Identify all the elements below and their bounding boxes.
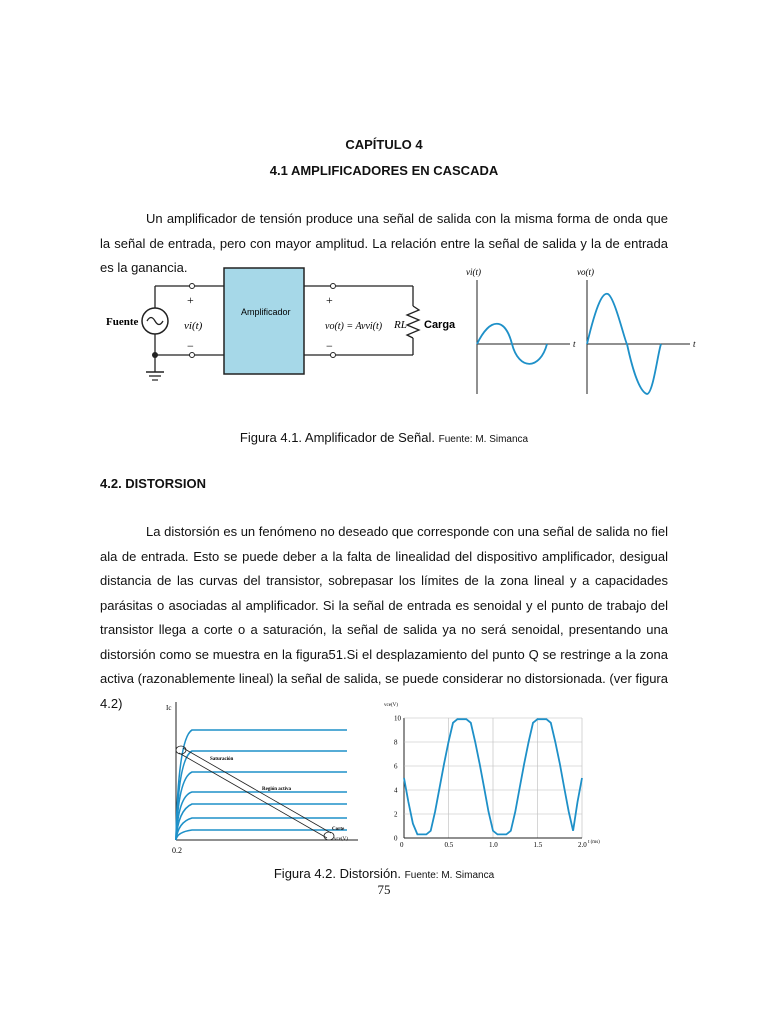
svg-text:−: −: [326, 339, 333, 353]
svg-text:t: t: [693, 339, 696, 349]
chart-xlabel: t (ms): [588, 840, 600, 845]
svg-text:+: +: [326, 293, 333, 307]
vo-label: vo(t) = Avvi(t): [325, 321, 383, 332]
load-label: Carga: [424, 319, 456, 331]
svg-text:Ic: Ic: [166, 704, 172, 712]
y-tick-label: 8: [394, 738, 398, 747]
svg-text:0.2: 0.2: [172, 846, 182, 855]
amplifier-label: Amplificador: [241, 307, 291, 317]
svg-text:vi(t): vi(t): [466, 267, 481, 277]
chapter-label: CAPÍTULO 4: [345, 137, 423, 152]
svg-text:Saturación: Saturación: [210, 757, 234, 762]
x-tick-label: 0: [400, 841, 404, 849]
figure1-caption: Figura 4.1. Amplificador de Señal. Fuente: M. Simanca: [239, 430, 529, 445]
x-tick-label: 0.5: [444, 841, 454, 849]
distortion-chart: [382, 698, 610, 858]
svg-text:vce(V): vce(V): [334, 837, 348, 842]
svg-text:Región activa: Región activa: [262, 787, 292, 792]
figure2-caption: Figura 4.2. Distorsión. Fuente: M. Simanca: [273, 866, 495, 881]
rl-label: RL: [394, 319, 407, 331]
resistor-icon: [407, 306, 419, 338]
svg-text:+: +: [187, 293, 194, 307]
section2-title: 4.2. DISTORSION: [100, 476, 206, 491]
svg-text:t: t: [573, 339, 576, 349]
y-tick-label: 2: [394, 810, 398, 819]
section2-paragraph: La distorsión es un fenómeno no deseado que corresponde con una señal de salida no fiel ala de entrada. Esto se puede deber a la falta de linealidad del dispositivo amplificador, desigual distancia de las curvas del transistor, sobrepasar los límites de la zona lineal y a capacidades parásitas o asociadas al amplificador. Si la señal de entrada es senoidal y el punto de trabajo del transistor llega a corte o a saturación, la señal de salida ya no será senoidal, presentando una distorsión como se muestra en la figura51.Si el desplazamiento del punto Q se restringe a la zona activa (razonablemente lineal) la señal de salida, se puede considerar no distorsionada. (ver figura 4.2): [100, 524, 668, 711]
x-tick-label: 1.0: [489, 841, 498, 849]
y-tick-label: 4: [394, 786, 398, 795]
page-number: 75: [377, 882, 391, 897]
y-tick-label: 10: [394, 714, 401, 723]
svg-text:Corte: Corte: [332, 827, 345, 832]
section-title: 4.1 AMPLIFICADORES EN CASCADA: [269, 163, 499, 178]
amplifier-block: [224, 268, 304, 374]
vi-label: vi(t): [184, 320, 203, 332]
x-tick-label: 1.5: [533, 841, 543, 849]
transistor-curves: [162, 698, 362, 858]
amplifier-figure: [100, 262, 700, 402]
y-tick-label: 6: [394, 762, 398, 771]
y-tick-label: 0: [394, 834, 398, 843]
svg-text:vo(t): vo(t): [577, 267, 594, 277]
chart-ylabel: vce(V): [384, 703, 398, 708]
x-tick-label: 2.0: [578, 841, 587, 849]
svg-text:−: −: [187, 339, 194, 353]
intro-paragraph: Un amplificador de tensión produce una señal de salida con la misma forma de onda que la señal de entrada, pero con mayor amplitud. La relación entre la señal de salida y la de entrada es la ganancia.: [100, 211, 668, 275]
chart-ticks: [394, 715, 587, 850]
source-label: Fuente: [106, 316, 139, 328]
chart-grid: [404, 718, 582, 838]
